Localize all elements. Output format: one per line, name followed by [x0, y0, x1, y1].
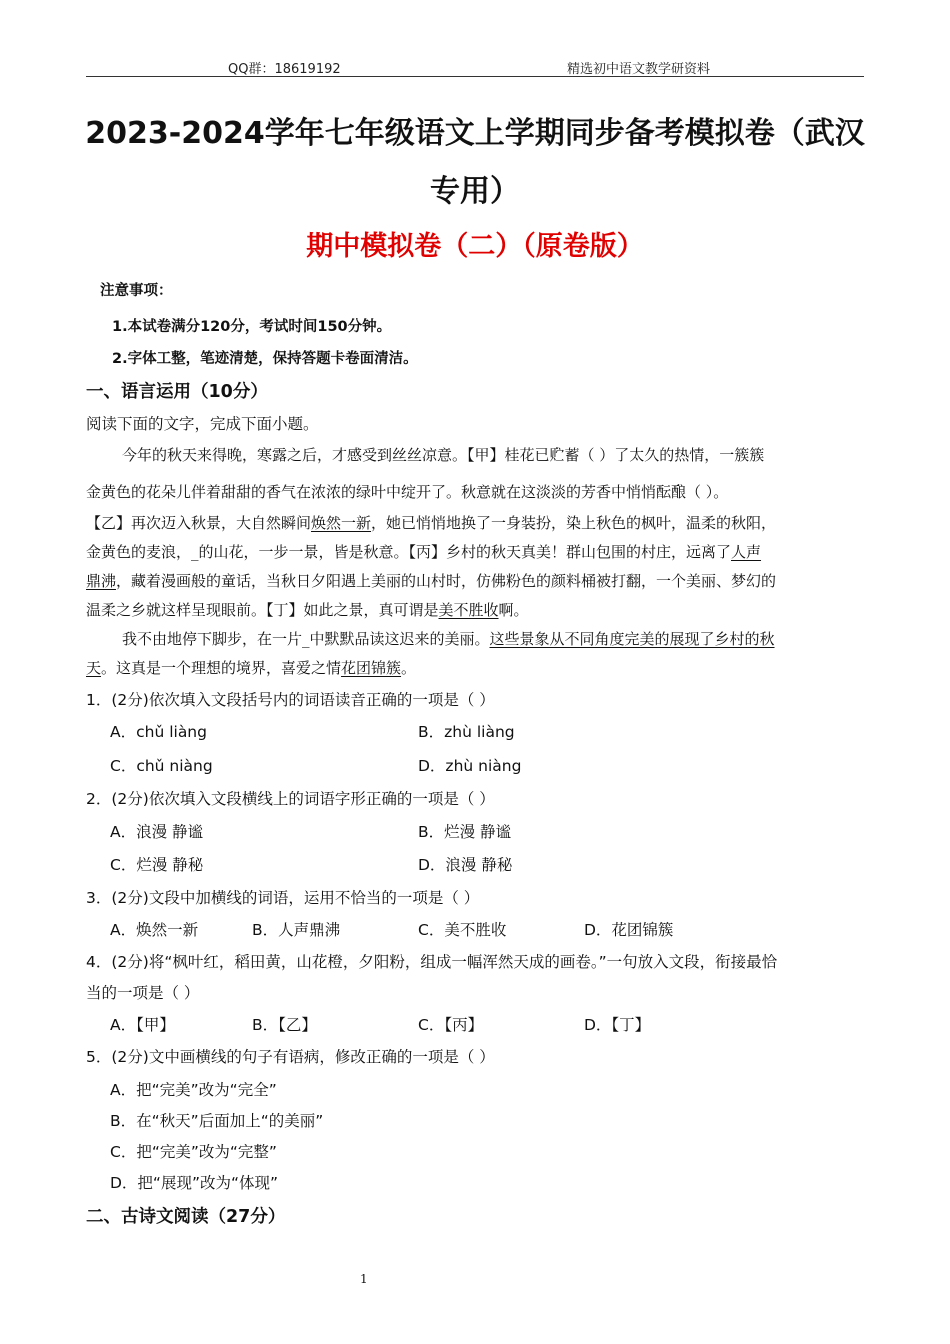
exam-title-line2: 专用） [430, 174, 520, 209]
underlined-word-3: 美不胜收 [438, 601, 499, 619]
q3-option-c[interactable]: C．美不胜收 [418, 921, 507, 939]
faulty-sentence-part2: 天 [86, 659, 102, 677]
passage-line-2: 金黄色的花朵儿伴着甜甜的香气在浓浓的绿叶中绽开了。秋意就在这淡淡的芳香中悄悄酝酿（ ）。 [86, 483, 729, 501]
exam-subtitle: 期中模拟卷（二）（原卷版） [306, 231, 644, 262]
question-3-stem: 3．(2分)文段中加横线的词语，运用不恰当的一项是（ ） [86, 889, 480, 907]
note-item-1: 1.本试卷满分120分，考试时间150分钟。 [112, 319, 392, 335]
passage-line-1: 今年的秋天来得晚，寒露之后，才感受到丝丝凉意。【甲】桂花已贮蓄（ ）了太久的热情，一簇簇 [122, 446, 765, 464]
question-5-stem: 5．(2分)文中画横线的句子有语病，修改正确的一项是（ ） [86, 1048, 495, 1066]
q2-option-c[interactable]: C．烂漫 静秘 [110, 856, 204, 874]
page-number: 1 [360, 1272, 368, 1286]
passage-line-6: 温柔之乡就这样呈现眼前。【丁】如此之景，真可谓是美不胜收啊。 [86, 601, 529, 619]
q4-option-c[interactable]: C．【丙】 [418, 1016, 484, 1034]
q5-option-b[interactable]: B．在“秋天”后面加上“的美丽” [110, 1112, 324, 1130]
q2-option-b[interactable]: B．烂漫 静谧 [418, 823, 512, 841]
question-4-stem-line2: 当的一项是（ ） [86, 984, 200, 1002]
q4-option-d[interactable]: D．【丁】 [584, 1016, 651, 1034]
q5-option-d[interactable]: D．把“展现”改为“体现” [110, 1174, 279, 1192]
dotted-char-2: 酿 [671, 483, 687, 501]
passage-line-5: 鼎沸，藏着漫画般的童话，当秋日夕阳遇上美丽的山村时，仿佛粉色的颜料桶被打翻，一个美丽、梦幻的 [86, 572, 777, 590]
q3-option-d[interactable]: D．花团锦簇 [584, 921, 674, 939]
q5-option-c[interactable]: C．把“完美”改为“完整” [110, 1143, 277, 1161]
section2-heading: 二、古诗文阅读（27分） [86, 1207, 286, 1227]
q1-option-d[interactable]: D．zhù niàng [418, 757, 522, 775]
q1-option-a[interactable]: A．chǔ liàng [110, 723, 207, 741]
note-item-2: 2.字体工整，笔迹清楚，保持答题卡卷面清洁。 [112, 351, 418, 367]
passage-line-4: 金黄色的麦浪，_的山花，一步一景，皆是秋意。【丙】乡村的秋天真美！群山包围的村庄，远离了人声 [86, 543, 762, 561]
q1-option-c[interactable]: C．chǔ niàng [110, 757, 213, 775]
q2-option-a[interactable]: A．浪漫 静谧 [110, 823, 204, 841]
exam-title-line1: 2023-2024学年七年级语文上学期同步备考模拟卷（武汉 [85, 116, 865, 151]
dotted-char-1: 贮 [549, 446, 565, 464]
header-qq-group: QQ群：18619192 [228, 62, 341, 77]
notes-heading: 注意事项： [100, 283, 173, 299]
header-divider [86, 76, 864, 77]
section1-instruction: 阅读下面的文字，完成下面小题。 [86, 415, 319, 433]
faulty-sentence-part1: 这些景象从不同角度完美的展现了乡村的秋 [489, 630, 775, 648]
q2-option-d[interactable]: D．浪漫 静秘 [418, 856, 513, 874]
passage-line-7: 我不由地停下脚步，在一片_中默默品读这迟来的美丽。这些景象从不同角度完美的展现了乡村的秋 [122, 630, 775, 648]
q4-option-a[interactable]: A．【甲】 [110, 1016, 175, 1034]
question-4-stem-line1: 4．(2分)将“枫叶红，稻田黄，山花橙，夕阳粉，组成一幅浑然天成的画卷。”一句放入文段，衔接最恰 [86, 953, 778, 971]
underlined-word-4: 花团锦簇 [341, 659, 402, 677]
question-1-stem: 1．(2分)依次填入文段括号内的词语读音正确的一项是（ ） [86, 691, 495, 709]
passage-line-3: 【乙】再次迈入秋景，大自然瞬间焕然一新，她已悄悄地换了一身装扮，染上秋色的枫叶，温柔的秋阳， [86, 514, 777, 532]
section1-heading: 一、语言运用（10分） [86, 382, 268, 402]
q3-option-b[interactable]: B．人声鼎沸 [252, 921, 341, 939]
question-2-stem: 2．(2分)依次填入文段横线上的词语字形正确的一项是（ ） [86, 790, 495, 808]
header-source: 精选初中语文教学研资料 [567, 62, 711, 77]
q5-option-a[interactable]: A．把“完美”改为“完全” [110, 1081, 277, 1099]
q4-option-b[interactable]: B．【乙】 [252, 1016, 317, 1034]
underlined-word-1: 焕然一新 [311, 514, 372, 532]
q1-option-b[interactable]: B．zhù liàng [418, 723, 515, 741]
passage-line-8: 天。这真是一个理想的境界，喜爱之情花团锦簇。 [86, 659, 417, 677]
underlined-word-2a: 人声 [731, 543, 762, 561]
underlined-word-2b: 鼎沸 [86, 572, 117, 590]
q3-option-a[interactable]: A．焕然一新 [110, 921, 199, 939]
